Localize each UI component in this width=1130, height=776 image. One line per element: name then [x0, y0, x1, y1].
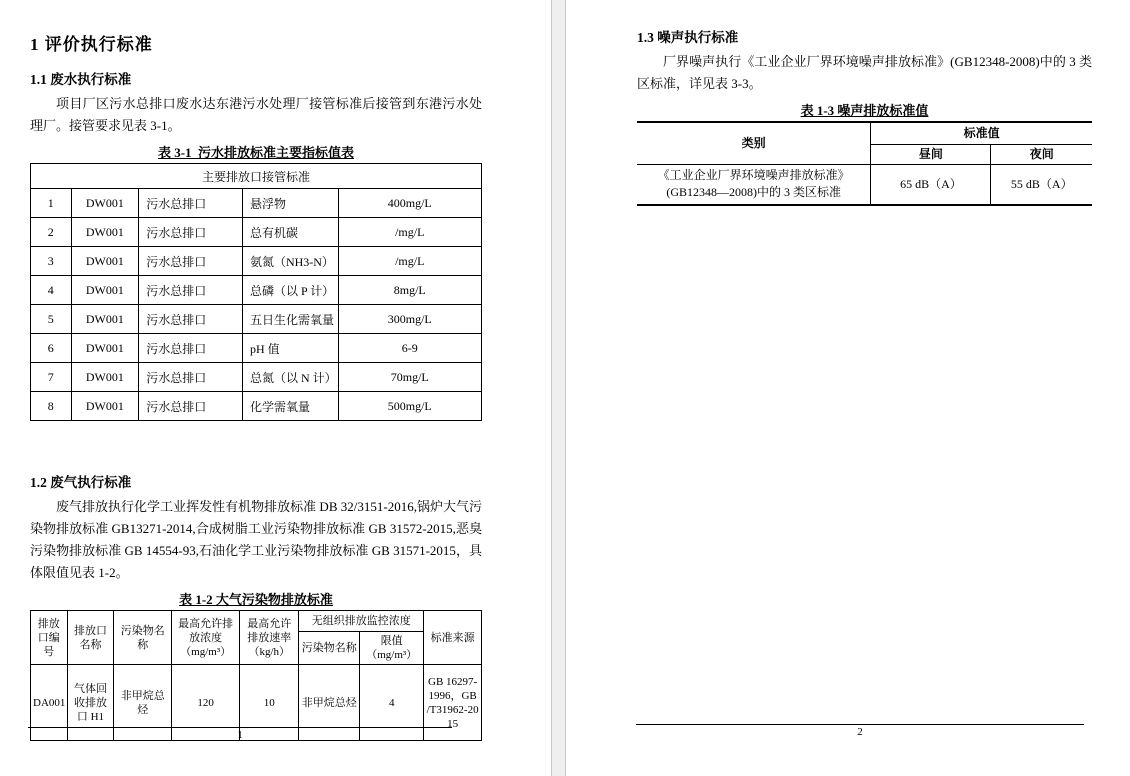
limit-value: /mg/L [338, 247, 481, 276]
pollutant-name: 总有机碳 [242, 218, 338, 247]
limit-value: 400mg/L [338, 189, 481, 218]
footer-divider [636, 724, 1084, 725]
outlet-code: DW001 [71, 218, 139, 247]
pollutant-name: 氨氮（NH3-N） [242, 247, 338, 276]
table-header-row [31, 611, 482, 632]
outlet-code: DW001 [71, 363, 139, 392]
pollutant-name: 五日生化需氧量 [242, 305, 338, 334]
pollutant-value: 非甲烷总烃 [114, 665, 172, 741]
outlet-name: 污水总排口 [139, 218, 243, 247]
outlet-code: DW001 [71, 334, 139, 363]
section-1-1-paragraph: 项目厂区污水总排口废水达东港污水处理厂接管标准后接管到东港污水处理厂。接管要求见表 3-1。 [30, 96, 482, 133]
limit-value: 8mg/L [338, 276, 481, 305]
col-header-daytime: 昼间 [871, 144, 991, 164]
page-1 [0, 0, 551, 776]
col-header-standard-value: 标准值 [871, 122, 1092, 144]
outlet-code: DW001 [71, 305, 139, 334]
section-spacer [30, 421, 482, 458]
outlet-no-value: DA001 [31, 665, 68, 741]
row-index: 6 [31, 334, 72, 363]
col-header-outlet-no: 排放口编号 [31, 611, 68, 665]
table-row [31, 189, 482, 218]
col-header-pollutant: 污染物名称 [114, 611, 172, 665]
chapter-title: 1 评价执行标准 [30, 35, 153, 54]
row-index: 4 [31, 276, 72, 305]
outlet-name: 污水总排口 [139, 363, 243, 392]
limit-value: /mg/L [338, 218, 481, 247]
table-3-1-title: 表 3-1 污水排放标准主要指标值表 [157, 145, 355, 160]
table-row [31, 218, 482, 247]
section-1-3-heading: 1.3 噪声执行标准 [637, 30, 739, 45]
page-number: 2 [857, 726, 863, 738]
max-concentration-value: 120 [172, 665, 240, 741]
outlet-name-value: 气体回收排放口 H1 [67, 665, 114, 741]
table-row [31, 247, 482, 276]
row-index: 7 [31, 363, 72, 392]
page-2-content [637, 0, 1092, 206]
table-row [637, 164, 1092, 205]
pollutant-name: 总磷（以 P 计） [242, 276, 338, 305]
table-row [31, 334, 482, 363]
table-1-2-title: 表 1-2 大气污染物排放标准 [179, 592, 333, 607]
table-header-row [637, 122, 1092, 144]
standard-source-value: GB 16297-1996，GB /T31962-2015 [424, 665, 482, 741]
outlet-name: 污水总排口 [139, 189, 243, 218]
pollutant-name: 化学需氧量 [242, 392, 338, 421]
table-3-1-wastewater-standards [30, 163, 482, 421]
noise-category-value: 《工业企业厂界环境噪声排放标准》(GB12348—2008)中的 3 类区标准 [637, 164, 871, 205]
row-index: 5 [31, 305, 72, 334]
outlet-name: 污水总排口 [139, 247, 243, 276]
row-index: 2 [31, 218, 72, 247]
col-header-max-concentration: 最高允许排放浓度（mg/m³） [172, 611, 240, 665]
page-number: 1 [237, 729, 243, 741]
col-header-max-rate: 最高允许排放速率（kg/h） [240, 611, 299, 665]
table-row [31, 363, 482, 392]
outlet-code: DW001 [71, 247, 139, 276]
row-index: 1 [31, 189, 72, 218]
outlet-name: 污水总排口 [139, 334, 243, 363]
section-1-2-paragraph: 废气排放执行化学工业挥发性有机物排放标准 DB 32/3151-2016,锅炉大气污染物排放标准 GB13271-2014,合成树脂工业污染物排放标准 GB 31572-2015,恶臭污染物排放标准 GB 14554-93,石油化学工业污染物排放标准 GB 31571-2015，具体限值见表 1-2。 [30, 499, 482, 580]
col-header-fugitive-group: 无组织排放监控浓度 [299, 611, 424, 632]
outlet-name: 污水总排口 [139, 305, 243, 334]
page-1-content [30, 0, 482, 741]
pollutant-name: pH 值 [242, 334, 338, 363]
limit-value: 300mg/L [338, 305, 481, 334]
fugitive-limit-value: 4 [360, 665, 424, 741]
max-rate-value: 10 [240, 665, 299, 741]
col-header-nighttime: 夜间 [991, 144, 1092, 164]
outlet-code: DW001 [71, 276, 139, 305]
page-2 [566, 0, 1130, 776]
outlet-name: 污水总排口 [139, 392, 243, 421]
outlet-name: 污水总排口 [139, 276, 243, 305]
col-header-fugitive-limit: 限值（mg/m³） [360, 632, 424, 665]
table-1-2-air-pollutant-standards [30, 610, 482, 741]
table-row [31, 392, 482, 421]
fugitive-pollutant-value: 非甲烷总烃 [299, 665, 360, 741]
table-3-1-header: 主要排放口接管标准 [31, 164, 482, 189]
page-gap-divider [551, 0, 566, 776]
nighttime-limit-value: 55 dB（A） [991, 164, 1092, 205]
table-row [31, 276, 482, 305]
daytime-limit-value: 65 dB（A） [871, 164, 991, 205]
limit-value: 70mg/L [338, 363, 481, 392]
table-1-3-noise-standards [637, 121, 1092, 206]
outlet-code: DW001 [71, 189, 139, 218]
row-index: 8 [31, 392, 72, 421]
table-1-3-title: 表 1-3 噪声排放标准值 [800, 103, 929, 118]
outlet-code: DW001 [71, 392, 139, 421]
limit-value: 500mg/L [338, 392, 481, 421]
section-1-1-heading: 1.1 废水执行标准 [30, 72, 132, 87]
col-header-outlet-name: 排放口名称 [67, 611, 114, 665]
row-index: 3 [31, 247, 72, 276]
table-row [31, 305, 482, 334]
section-1-2-heading: 1.2 废气执行标准 [30, 475, 132, 490]
pollutant-name: 总氮（以 N 计） [242, 363, 338, 392]
section-1-3-paragraph: 厂界噪声执行《工业企业厂界环境噪声排放标准》(GB12348-2008)中的 3 类区标准，详见表 3-3。 [637, 54, 1092, 91]
pollutant-name: 悬浮物 [242, 189, 338, 218]
col-header-standard-source: 标准来源 [424, 611, 482, 665]
table-row [31, 164, 482, 189]
limit-value: 6-9 [338, 334, 481, 363]
col-header-fugitive-pollutant: 污染物名称 [299, 632, 360, 665]
footer-divider [28, 727, 452, 728]
col-header-category: 类别 [637, 122, 871, 164]
